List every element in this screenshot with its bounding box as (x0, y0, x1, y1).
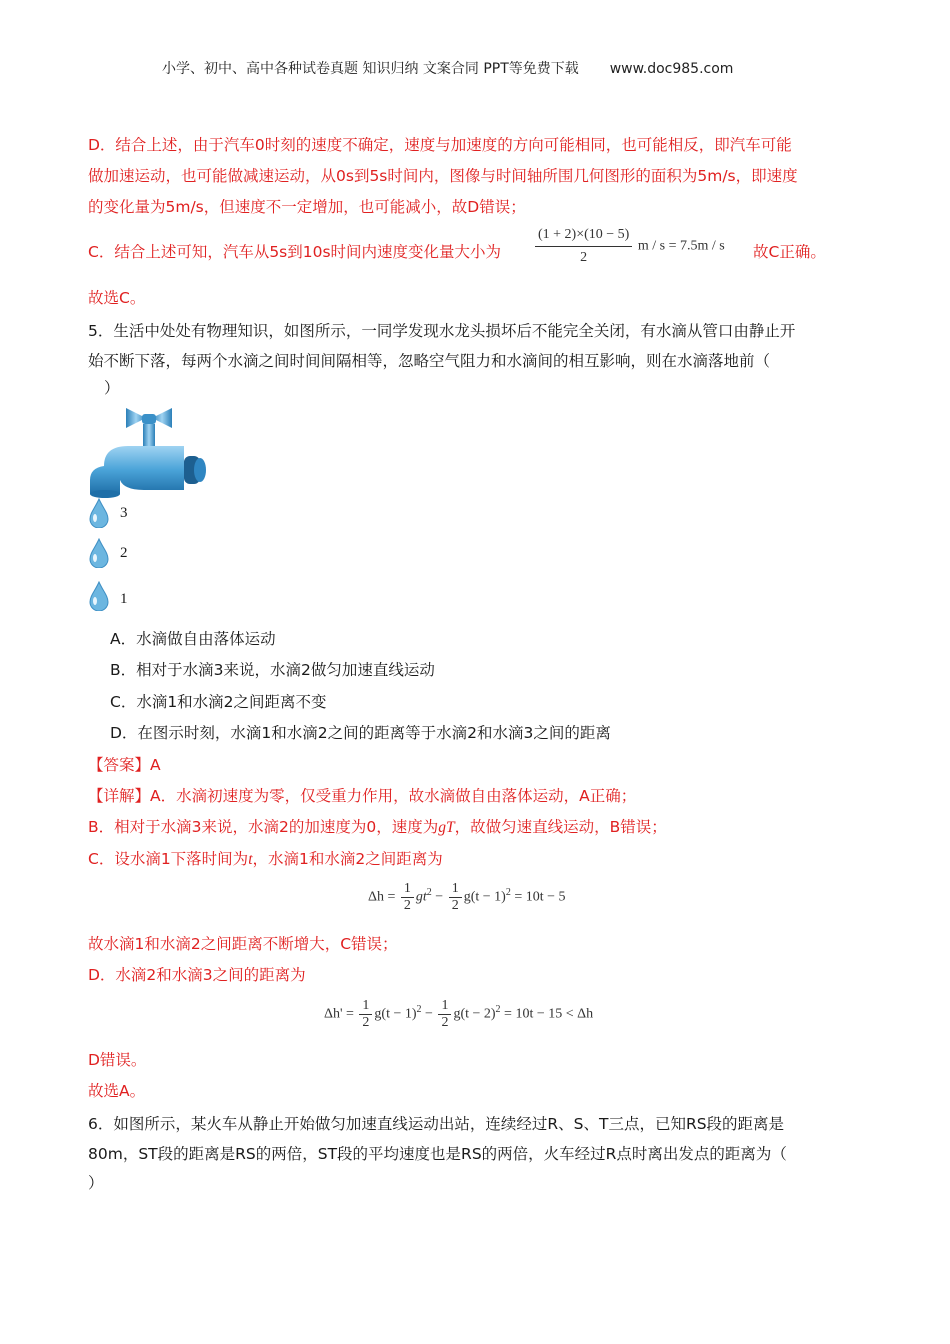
q5-option-b[interactable]: B．相对于水滴3来说，水滴2做匀加速直线运动 (110, 661, 435, 679)
equation-result: m / s = 7.5m / s (637, 238, 725, 254)
solution-choose: 故选C。 (88, 289, 146, 307)
detail-b-var: gT (438, 819, 455, 836)
header-text: 小学、初中、高中各种试卷真题 知识归纳 文案合同 PPT等免费下载 (162, 61, 579, 77)
eq2-half-den: 2 (362, 1015, 370, 1030)
header-site-link[interactable]: www.doc985.com (609, 61, 734, 77)
eq2-rhs: = 10t − 15 < Δh (500, 1006, 594, 1022)
drop-label-1: 1 (120, 591, 128, 607)
eq1-half-num2: 1 (449, 881, 462, 898)
solution-c-prefix: C．结合上述可知，汽车从5s到10s时间内速度变化量大小为 (88, 243, 502, 261)
eq1-minus: − (431, 889, 447, 905)
eq1-term1: gt (415, 889, 427, 905)
faucet-icon (84, 404, 214, 504)
eq2-half-num: 1 (359, 998, 372, 1015)
eq1-exp2: 2 (505, 887, 511, 899)
q5-detail-b (88, 816, 667, 839)
q5-option-a[interactable]: A．水滴做自由落体运动 (110, 630, 276, 648)
eq1-exp1: 2 (426, 887, 432, 899)
eq1-rhs: = 10t − 5 (510, 889, 566, 905)
solution-c-line (88, 241, 501, 263)
eq1-half-den: 2 (403, 898, 411, 913)
eq2-term3: g(t − 2) (453, 1006, 496, 1022)
equation-denominator: 2 (580, 250, 588, 265)
drop-label-2: 2 (120, 545, 128, 561)
detail-c-post: ，水滴1和水滴2之间距离为 (252, 850, 443, 868)
eq2-half-num2: 1 (438, 998, 451, 1015)
q5-detail-c (88, 848, 443, 871)
eq2-term1: g(t − 1) (374, 1006, 417, 1022)
eq1-term3: g(t − 1) (463, 889, 506, 905)
eq1-half-num: 1 (401, 881, 414, 898)
solution-c-equation (533, 227, 725, 266)
eq1-lhs: Δh = (368, 889, 396, 905)
solution-d-line1: D．结合上述，由于汽车0时刻的速度不确定，速度与加速度的方向可能相同，也可能相反，即汽车可能 (88, 136, 792, 154)
water-drop-1-icon (88, 581, 110, 611)
q5-choose: 故选A。 (88, 1082, 146, 1100)
q5-d-conclusion: D错误。 (88, 1051, 147, 1069)
q5-detail-d: D．水滴2和水滴3之间的距离为 (88, 966, 306, 984)
q5-stem-line2: 始不断下落，每两个水滴之间时间间隔相等，忽略空气阻力和水滴间的相互影响，则在水滴落地前（ (88, 352, 771, 370)
water-drop-2-icon (88, 538, 110, 568)
eq2-exp1: 2 (416, 1004, 422, 1016)
solution-d-line2: 做加速运动，也可能做减速运动，从0s到5s时间内，图像与时间轴所围几何图形的面积为5m/s，即速度 (88, 167, 798, 185)
drop-label-3: 3 (120, 505, 128, 521)
eq1-half-den2: 2 (451, 898, 459, 913)
q5-option-c[interactable]: C．水滴1和水滴2之间距离不变 (110, 693, 327, 711)
solution-d-line3: 的变化量为5m/s，但速度不一定增加，也可能减小，故D错误； (88, 198, 526, 216)
equation-delta-h-prime (324, 998, 593, 1031)
eq2-exp2: 2 (495, 1004, 501, 1016)
water-drop-3-icon (88, 498, 110, 528)
detail-b-pre: B．相对于水滴3来说，水滴2的加速度为0，速度为 (88, 818, 439, 836)
q5-c-conclusion: 故水滴1和水滴2之间距离不断增大，C错误； (88, 935, 398, 953)
eq2-lhs: Δh' = (324, 1006, 354, 1022)
q6-stem-line1: 6．如图所示，某火车从静止开始做匀加速直线运动出站，连续经过R、S、T三点，已知RS段的距离是 (88, 1115, 785, 1133)
eq2-minus: − (421, 1006, 437, 1022)
q5-stem-line3: ） (104, 379, 120, 397)
eq2-half-den2: 2 (441, 1015, 449, 1030)
q5-stem-line1: 5．生活中处处有物理知识，如图所示，一同学发现水龙头损坏后不能完全关闭，有水滴从管口由静止开 (88, 322, 796, 340)
q5-answer: 【答案】A (88, 756, 161, 774)
q6-stem-line2: 80m，ST段的距离是RS的两倍，ST段的平均速度也是RS的两倍，火车经过R点时离出发点的距离为（ (88, 1145, 787, 1163)
equation-delta-h (368, 881, 566, 914)
detail-c-var: t (248, 851, 253, 868)
solution-c-suffix: 故C正确。 (753, 243, 826, 261)
equation-numerator: (1 + 2)×(10 − 5) (535, 227, 632, 247)
q5-detail-a: 【详解】A．水滴初速度为零，仅受重力作用，故水滴做自由落体运动，A正确； (88, 787, 637, 805)
detail-c-pre: C．设水滴1下落时间为 (88, 850, 249, 868)
q6-stem-line3: ） (88, 1174, 104, 1192)
header-banner (162, 58, 733, 78)
q5-option-d[interactable]: D．在图示时刻，水滴1和水滴2之间的距离等于水滴2和水滴3之间的距离 (110, 724, 611, 742)
detail-b-post: ，故做匀速直线运动，B错误； (454, 818, 667, 836)
